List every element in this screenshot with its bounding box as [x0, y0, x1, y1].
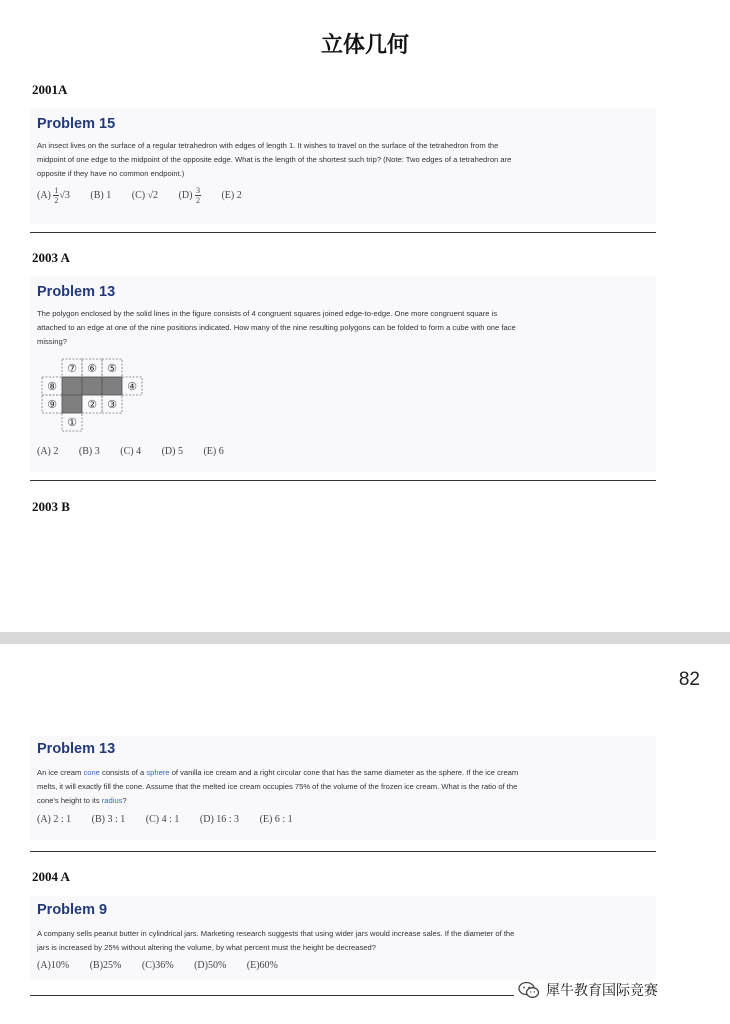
problem-text-line: attached to an edge at one of the nine positions indicated. How many of the nine resulting polygons can be folded to form a cube with one face	[37, 323, 516, 332]
choice-c: (C)36%	[141, 960, 174, 971]
choice-e: (E)60%	[246, 960, 278, 971]
year-heading-2004a: 2004 A	[32, 869, 70, 884]
problem-text	[37, 766, 651, 808]
problem-card-2004a	[30, 896, 656, 980]
page-title: 立体几何	[320, 33, 409, 58]
choice-a: (A)10%	[37, 960, 70, 971]
year-heading-2001a: 2001A	[32, 82, 68, 97]
answer-choices	[37, 186, 260, 205]
problem-text-line: opposite if they have no common endpoint.)	[37, 169, 185, 178]
problem-text-line: jars is increased by 25% without altering the volume, by what percent must the height be decreased?	[37, 943, 376, 952]
problem-text-line: A company sells peanut butter in cylindrical jars. Marketing research suggests that using wider jars would increase sales. If the diameter of the	[37, 929, 515, 938]
choice-a: (A) 2	[37, 446, 59, 457]
problem-text-line: cone's height to its radius?	[37, 796, 127, 805]
choice-a: (A) 2 : 1	[37, 814, 72, 825]
problem-text-line: An insect lives on the surface of a regular tetrahedron with edges of length 1. It wishes to travel on the surface of the tetrahedron from the	[37, 141, 499, 150]
position-label-3: ③	[107, 398, 117, 411]
position-label-6: ⑥	[87, 362, 97, 375]
watermark-text: 犀牛教育国际竞赛	[546, 983, 658, 999]
year-heading-2003a: 2003 A	[32, 250, 70, 265]
position-label-9: ⑨	[47, 398, 57, 411]
problem-text	[37, 307, 651, 349]
problem-text-line: An ice cream cone consists of a sphere of vanilla ice cream and a right circular cone that has the same diameter as the sphere. If the ice cream	[37, 768, 519, 777]
position-label-2: ②	[87, 398, 97, 411]
link-sphere[interactable]: sphere	[146, 768, 170, 777]
choice-a: (A) $\frac{1}{2}$ √3	[37, 186, 70, 205]
year-heading-2003b: 2003 B	[32, 499, 70, 514]
problem-title: Problem 15	[37, 116, 116, 132]
position-label-5: ⑤	[107, 362, 117, 375]
choice-e: (E) 6	[203, 446, 224, 457]
position-label-1: ①	[67, 416, 77, 429]
wechat-icon	[518, 981, 540, 999]
choice-c: (C) 4 : 1	[145, 814, 180, 825]
section-divider	[30, 995, 514, 996]
fraction: $\frac{1}{2}$	[54, 186, 59, 205]
fraction: $\frac{3}{2}$	[195, 186, 200, 205]
problem-text	[37, 927, 651, 955]
choice-d: (D) 5	[161, 446, 183, 457]
link-radius[interactable]: radius	[101, 796, 123, 805]
problem-card-2003a	[30, 276, 656, 472]
problem-card-cone	[30, 736, 656, 840]
problem-text-line: midpoint of one edge to the midpoint of the opposite edge. What is the length of the shortest such trip? (Note: Two edges of a tetrahedron are	[37, 155, 512, 164]
page-number: 82	[678, 669, 700, 690]
answer-choices	[37, 814, 311, 825]
position-label-8: ⑧	[47, 380, 57, 393]
problem-title: Problem 13	[37, 741, 116, 757]
choice-e: (E) 6 : 1	[259, 814, 293, 825]
document-page-2	[0, 644, 730, 1024]
problem-title: Problem 9	[37, 902, 108, 918]
choice-d: (D) $\frac{3}{2}$	[178, 186, 200, 205]
answer-choices	[37, 446, 242, 457]
choice-b: (B) 1	[90, 189, 112, 201]
problem-card-2001a	[30, 108, 656, 224]
link-cone[interactable]: cone	[83, 768, 100, 777]
position-label-4: ④	[127, 380, 137, 393]
section-divider	[30, 232, 656, 233]
choice-d: (D) 16 : 3	[199, 814, 240, 825]
choice-e: (E) 2	[221, 189, 242, 201]
shaded-square	[62, 395, 82, 413]
answer-choices	[37, 960, 296, 971]
problem-text-line: missing?	[37, 337, 67, 346]
position-label-7: ⑦	[67, 362, 77, 375]
choice-b: (B) 3	[78, 446, 100, 457]
shaded-square	[62, 377, 82, 395]
polygon-figure	[40, 357, 152, 439]
section-divider	[30, 851, 656, 852]
watermark	[518, 980, 658, 1002]
problem-text	[37, 139, 651, 181]
shaded-square	[82, 377, 102, 395]
problem-text-line: The polygon enclosed by the solid lines in the figure consists of 4 congruent squares joined edge-to-edge. One more congruent square is	[37, 309, 498, 318]
choice-c: (C) 4	[120, 446, 142, 457]
choice-c: (C) √2	[131, 189, 159, 201]
page-separator	[0, 632, 730, 644]
choice-b: (B)25%	[89, 960, 122, 971]
choice-d: (D)50%	[194, 960, 227, 971]
shaded-square	[102, 377, 122, 395]
problem-title: Problem 13	[37, 284, 116, 300]
problem-text-line: melts, it will exactly fill the cone. Assume that the melted ice cream occupies 75% of the volume of the frozen ice cream. What is the ratio of the	[37, 782, 518, 791]
choice-b: (B) 3 : 1	[91, 814, 126, 825]
section-divider	[30, 480, 656, 481]
